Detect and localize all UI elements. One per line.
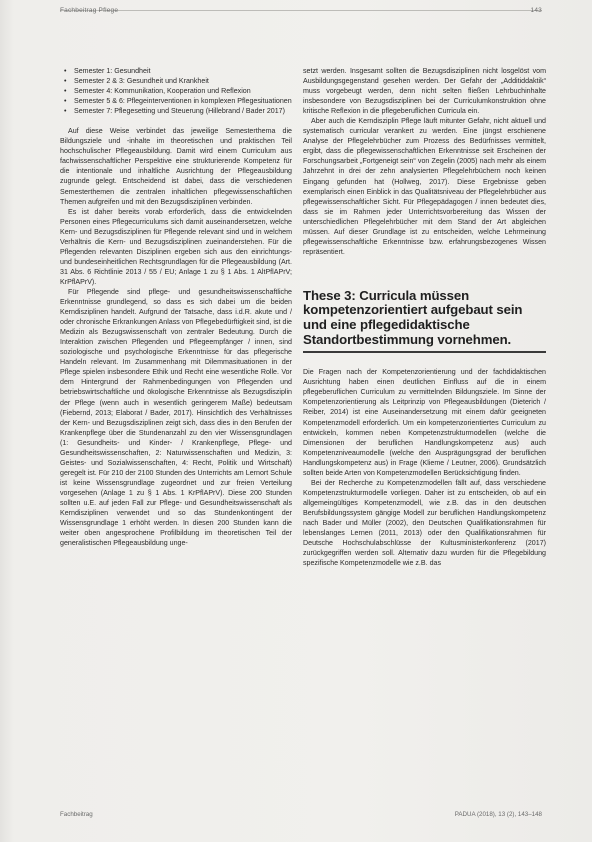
semester-list [60,66,292,116]
semester-item: • Semester 1: Gesundheit [74,66,292,76]
semester-item: • Semester 4: Kommunikation, Kooperation und Reflexion [74,86,292,96]
body-paragraph: Aber auch die Kerndisziplin Pflege läuft mitunter Gefahr, nicht aktuell und systematisch curricular verankert zu werden. Eine jüngst erschienene Analyse der Pflegelehrbücher zum Prozess des Bedürfnisses vermittelt, ergibt, dass die pflegewissenschaftlichen Erkenntnisse seit Erscheinen der Forschungsarbeit „Fortgeneigt sein“ von Zegelin (2005) nach mehr als einem Jahrzehnt in drei der zehn analysierten Pflegelehrbüchern noch keinen Eingang gefunden hat (Hollweg, 2017). Diese Ergebnisse geben exemplarisch einen Einblick in das Qualitätsniveau der Pflegelehrbücher aus pflegewissenschaftlicher Sicht. Für Pflegepädagogen / innen bedeutet dies, dass sie im Rahmen jeder Unterrichtsvorbereitung das Wissen der unterschiedlichen Pflegelehrbücher mit dem Stand der Art abgleichen müssen. Auf dieser Grundlage ist zu entscheiden, welche Lehrmeinung pflegewissenschaftliche Erkenntnisse bzw. erfahrungsbezogenes Wissen repräsentiert. [303,117,546,256]
running-foot-left: Fachbeitrag [60,811,93,818]
running-foot-right: PADUA (2018), 13 (2), 143–148 [454,811,542,818]
body-paragraph: setzt werden. Insgesamt sollten die Bezugsdisziplinen nicht losgelöst vom Ausbildungsgegenstand gesehen werden. Der Gefahr der „Additiddaktik“ muss vorgebeugt werden, denn nicht selten fließen Lehrbuchinhalte insbesondere von Bezugsdisziplinen bei der Curriculumkonstruktion ohne kritische Reflexion in die pflegeberuflichen Curricula ein. [303,67,546,116]
left-column [60,66,292,548]
body-paragraph: Es ist daher bereits vorab erforderlich, dass die entwickelnden Personen eines Pflegecurriculums sich damit auseinandersetzen, welche Kern- und Bezugsdisziplinen für Pflegende relevant sind und in welchem Verhältnis die Kern- und Bezugsdisziplinen zueinanderstehen. Für die Pflegenden relevanten Disziplinen ergeben sich aus den einrichtungs- und bundeseinheitlichen Rechtsgrundlagen für die Pflegeausbildung (Art. 31 Abs. 6 Richtlinie 2013 / 55 / EU; Anlage 1 zu § 1 Abs. 1 AltPflAPrV; KrPflAPrV). [60,207,292,286]
body-paragraph: Auf diese Weise verbindet das jeweilige Semesterthema die Bildungsziele und -inhalte im theoretischen und praktischen Teil hochschulischer Pflegeausbildung. Damit wird einem Curriculum aus fachwissenschaftlicher Perspektive eine strukturierende Kompetenz für die intentionale und inhaltliche Ausrichtung der Pflegeausbildung zugrunde gelegt. Entscheidend ist dabei, dass die verschiedenen Semesterthemen die zentralen inhaltlichen pflegewissenschaftlichen Themen aufgreifen und mit den Bezugsdisziplinen verbinden. [60,127,292,206]
right-column [303,66,546,568]
section-heading: These 3: Curricula müssen kompetenzorientiert aufgebaut sein und eine pflegedidaktische Standortbestimmung vornehmen. [303,287,523,347]
semester-item: • Semester 2 & 3: Gesundheit und Krankheit [74,76,292,86]
semester-item: • Semester 5 & 6: Pflegeinterventionen in komplexen Pflegesituationen [74,96,292,106]
running-head-left: Fachbeitrag Pflege [60,7,119,14]
body-paragraph: Bei der Recherche zu Kompetenzmodellen fällt auf, dass verschiedene Kompetenzstrukturmodelle vorliegen. Daher ist zu entscheiden, ob auf ein allgemeingültiges Kompetenzmodell, wie z.B. das in den deutschen Berufsbildungssystem gängige Modell zur beruflichen Handlungskompetenz nach Bader und Müller (2002), den Deutschen Qualifikationsrahmen für lebenslanges Lernen (2011, 2013) oder den Qualifikationsrahmen für Deutsche Hochschulabschlüsse der Kultusministerkonferenz (2017) zurückgegriffen werden soll. Alternativ dazu wurden für die Pflegebildung spezifische Kompetenzmodelle wie z.B. das [303,478,546,568]
page-number: 143 [530,7,542,14]
body-paragraph: Für Pflegende sind pflege- und gesundheitswissenschaftliche Erkenntnisse grundlegend, so dass es sich dabei um die beiden Kerndisziplinen handelt. Aufgrund der Tatsache, dass i.d.R. akute und / oder chronische Erkrankungen Anlass von Pflegebedürftigkeit sind, ist die Medizin als Bezugswissenschaft von zentraler Bedeutung. Durch die Interaktion zwischen Pflegenden und Pflegeempfänger / innen, sind soziologische und psychologische Erkenntnisse für das pflegerische Handeln relevant. Im Zusammenhang mit Dilemmasituationen in der Pflege spielen insbesondere Ethik und Recht eine wesentliche Rolle. Vor dem Hintergrund der Rahmenbedingungen von Pflegenden und betriebswirtschaftliche und ökologische Erkenntnisse als Bezugsdisziplin der Pflege (wenn auch in wesentlich geringerem Maße) bedeutsam (Fiebernd, 2013; Elaborat / Bader, 2017). Hinsichtlich des Verhältnisses der Kern- und Bezugsdisziplinen zeigt sich, dass dies in den Berufen der Krankenpflege über die Stundenanzahl zu den vier Wissensgrundlagen (1: Gesundheits- und Kinder- / Krankenpflege, Pflege- und Gesundheitswissenschaften, 2: Naturwissenschaften und Medizin, 3: Geistes- und Sozialwissenschaften, 4: Recht, Politik und Wirtschaft) geregelt ist. Für 210 der 2100 Stunden des Unterrichts am Lernort Schule ist keine Wissensgrundlage zugeordnet und zur freien Verteilung vorgesehen (Anlage 1 zu § 1 Abs. 1 KrPflAPrV). Diese 200 Stunden sollten u.E. auf jeden Fall zur Pflege- und Gesundheitswissenschaft als Kerndisziplinen verwendet und so das Stundenkontingent der Wissensgrundlage 1 erhöht werden. In diesen 200 Stunden kann die weiter oben angesprochene Profilbildung im theoretischen Teil der generalistischen Pflegeausbildung unge- [60,287,292,548]
semester-item: • Semester 7: Pflegesetting und Steuerung (Hillebrand / Bader 2017) [74,106,292,116]
running-head [60,7,542,14]
body-paragraph: Die Fragen nach der Kompetenzorientierung und der fachdidaktischen Ausrichtung haben einen deutlichen Einfluss auf die in einem pflegeberuflichen Curriculum zu vermittelnden Bildungsziele. Im Sinne der Kompetenzorientierung als Leitprinzip von Pflegeausbildungen (Dieterich / Reiber, 2014) ist eine Auseinandersetzung mit einem dafür geeigneten Kompetenzmodell erforderlich. Um ein kompetenzorientiertes Curriculum zu entwickeln, kommen neben Kompetenzstrukturmodellen (welche die Dimensionen der beruflichen Handlungskompetenz aus) auch Kompetenzniveaumodelle (welche den Ausprägungsgrad der beruflichen Handlungskompetenz aus) in Frage (Klieme / Leutner, 2006). Grundsätzlich sollten beide Arten von Kompetenzmodellen Berücksichtigung finden. [303,368,546,477]
